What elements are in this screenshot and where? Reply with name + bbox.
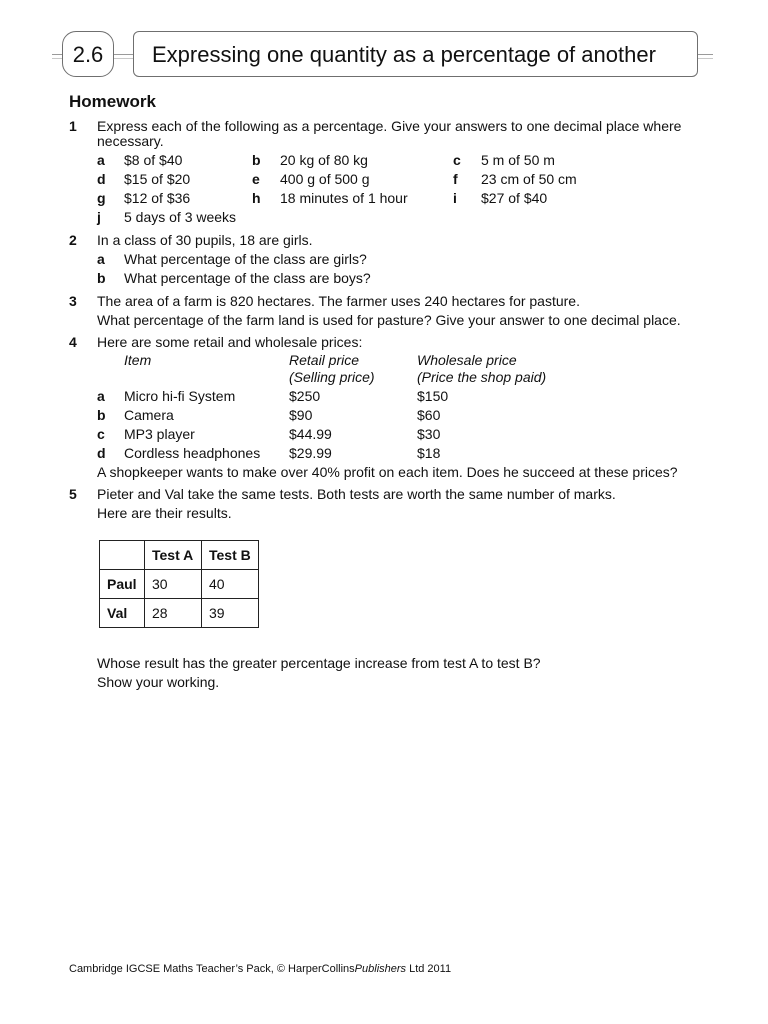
header-rule [697, 58, 713, 59]
part-label: a [97, 152, 105, 168]
part-text: 5 days of 3 weeks [124, 209, 237, 225]
part-text: 18 minutes of 1 hour [280, 190, 408, 206]
part-text: 20 kg of 80 kg [280, 152, 368, 168]
part-label: d [97, 445, 106, 461]
header-rule [114, 54, 134, 55]
price-retail: $29.99 [289, 445, 332, 461]
footer-copyright [69, 963, 451, 975]
table-cell: 39 [202, 599, 259, 628]
question-text: What percentage of the farm land is used for pasture? Give your answer to one decimal place. [97, 312, 681, 328]
price-item: MP3 player [124, 426, 195, 442]
part-label: a [97, 388, 105, 404]
table-row-header: Val [100, 599, 145, 628]
question-text: necessary. [97, 133, 164, 149]
question-text: Here are their results. [97, 505, 232, 521]
table-row [100, 570, 259, 599]
question-text: In a class of 30 pupils, 18 are girls. [97, 232, 313, 248]
question-text: Pieter and Val take the same tests. Both tests are worth the same number of marks. [97, 486, 616, 502]
price-retail: $90 [289, 407, 313, 423]
table-row [100, 541, 259, 570]
part-text: 400 g of 500 g [280, 171, 370, 187]
question-text: Whose result has the greater percentage increase from test A to test B? [97, 655, 541, 671]
part-label: b [97, 270, 106, 286]
part-label: d [97, 171, 106, 187]
results-table [99, 540, 259, 628]
part-label: g [97, 190, 106, 206]
price-wholesale: $30 [417, 426, 441, 442]
table-cell: 30 [145, 570, 202, 599]
price-retail: $250 [289, 388, 321, 404]
question-number: 4 [69, 334, 77, 350]
table-header-cell [100, 541, 145, 570]
price-item: Cordless headphones [124, 445, 261, 461]
part-label: i [453, 190, 457, 206]
header-rule [697, 54, 713, 55]
price-retail: $44.99 [289, 426, 332, 442]
question-number: 5 [69, 486, 77, 502]
price-wholesale: $60 [417, 407, 441, 423]
part-text: $12 of $36 [124, 190, 191, 206]
price-wholesale: $150 [417, 388, 449, 404]
page-title: Expressing one quantity as a percentage of another [133, 31, 698, 77]
homework-heading: Homework [69, 92, 156, 111]
part-label: c [453, 152, 461, 168]
question-number: 1 [69, 118, 77, 134]
part-text: $15 of $20 [124, 171, 191, 187]
part-text: $27 of $40 [481, 190, 548, 206]
part-text: What percentage of the class are girls? [124, 251, 367, 267]
part-label: e [252, 171, 260, 187]
table-header-cell: Test A [145, 541, 202, 570]
header-rule [114, 58, 134, 59]
question-text: Here are some retail and wholesale prices: [97, 334, 363, 350]
question-number: 3 [69, 293, 77, 309]
table-cell: 28 [145, 599, 202, 628]
part-label: b [252, 152, 261, 168]
column-header-item: Item [124, 352, 152, 368]
column-header-retail-sub: (Selling price) [289, 369, 375, 385]
part-label: h [252, 190, 261, 206]
part-label: b [97, 407, 106, 423]
question-text: Show your working. [97, 674, 220, 690]
part-label: j [97, 209, 101, 225]
part-text: 5 m of 50 m [481, 152, 555, 168]
price-item: Camera [124, 407, 174, 423]
table-row [100, 599, 259, 628]
footer-text-italic: Publishers [354, 963, 407, 975]
question-text: Express each of the following as a percentage. Give your answers to one decimal place where [97, 118, 682, 134]
table-row-header: Paul [100, 570, 145, 599]
table-cell: 40 [202, 570, 259, 599]
part-text: $8 of $40 [124, 152, 183, 168]
question-text: A shopkeeper wants to make over 40% profit on each item. Does he succeed at these prices? [97, 464, 678, 480]
part-text: What percentage of the class are boys? [124, 270, 371, 286]
part-label: f [453, 171, 458, 187]
question-text: The area of a farm is 820 hectares. The farmer uses 240 hectares for pasture. [97, 293, 580, 309]
footer-text: Cambridge IGCSE Maths Teacher’s Pack, © HarperCollins [69, 963, 355, 975]
part-label: a [97, 251, 105, 267]
price-item: Micro hi-fi System [124, 388, 236, 404]
part-label: c [97, 426, 105, 442]
footer-text: Ltd 2011 [406, 963, 452, 975]
question-number: 2 [69, 232, 77, 248]
column-header-retail: Retail price [289, 352, 360, 368]
section-number: 2.6 [62, 31, 114, 77]
table-header-cell: Test B [202, 541, 259, 570]
price-wholesale: $18 [417, 445, 441, 461]
column-header-wholesale: Wholesale price [417, 352, 517, 368]
column-header-wholesale-sub: (Price the shop paid) [417, 369, 547, 385]
part-text: 23 cm of 50 cm [481, 171, 577, 187]
